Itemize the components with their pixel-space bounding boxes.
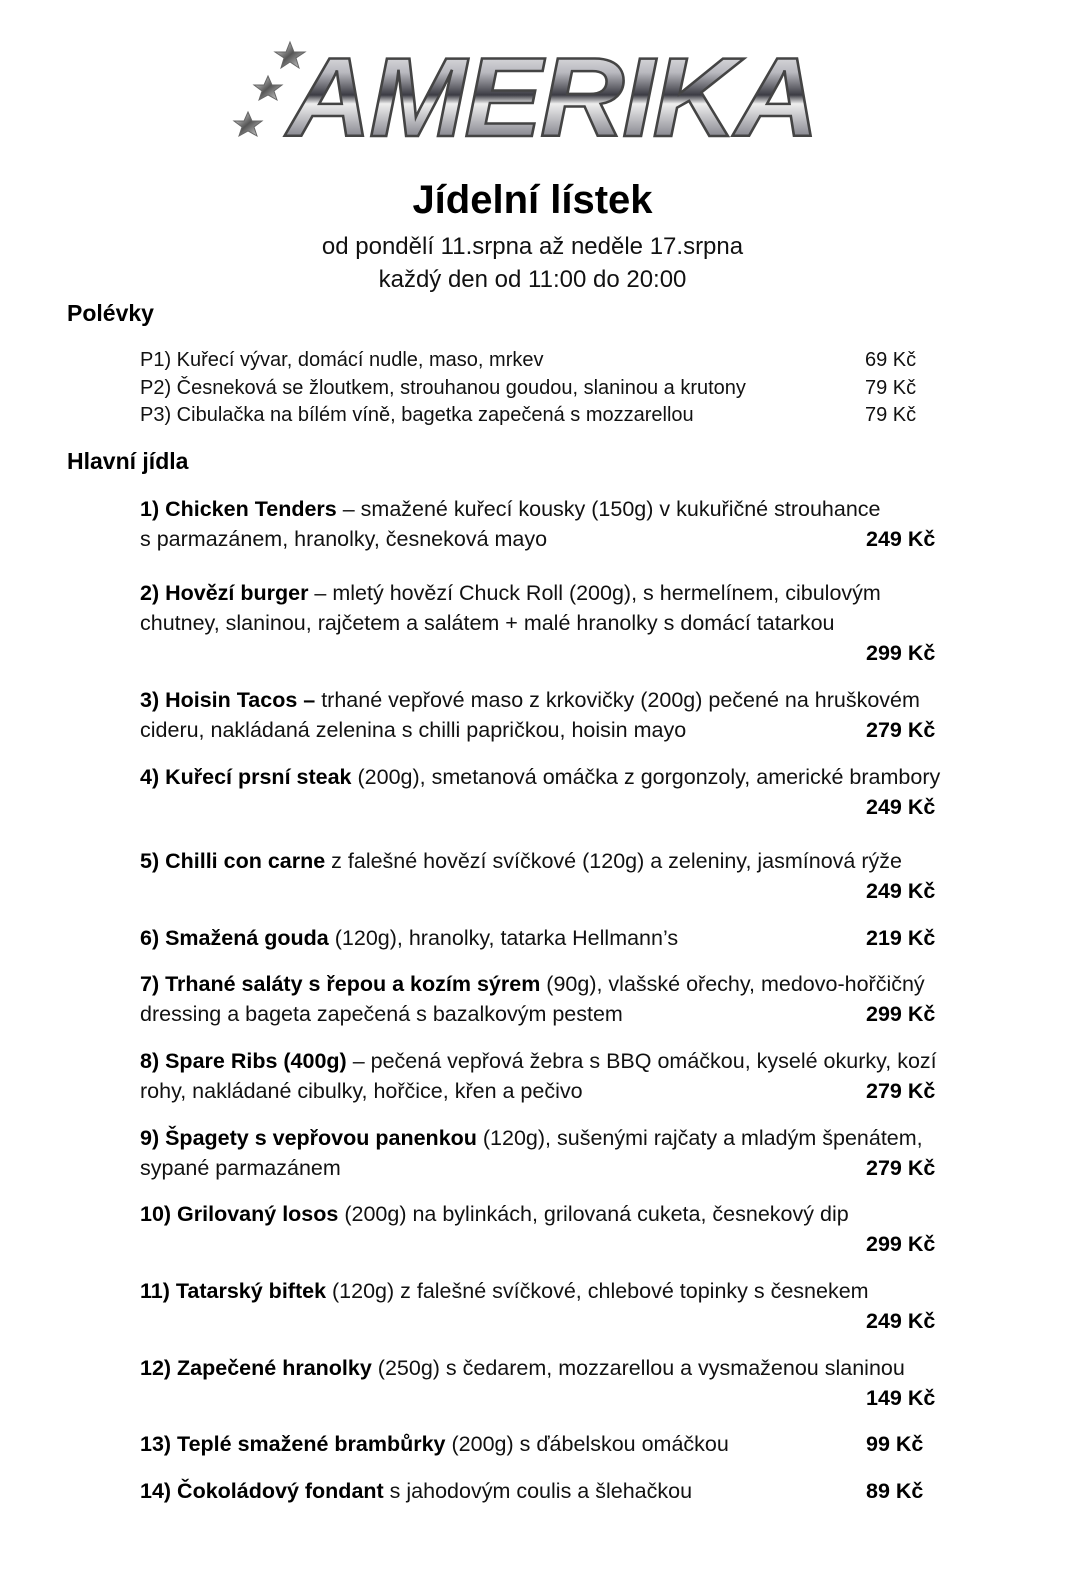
menu-item-price: 279 Kč — [866, 718, 936, 742]
menu-item — [140, 846, 990, 906]
menu-item — [140, 1046, 990, 1106]
soups-heading: Polévky — [67, 300, 154, 326]
soup-item-text: P2) Česneková se žloutkem, strouhanou goudou, slaninou a krutony — [140, 377, 746, 399]
menu-item-description: (120g) z falešné svíčkové, chlebové topinky s česnekem — [326, 1279, 869, 1303]
menu-item-price: 279 Kč — [866, 1079, 936, 1103]
menu-item-price: 299 Kč — [866, 1232, 936, 1256]
menu-item-description: z falešné hovězí svíčkové (120g) a zeleniny, jasmínová rýže — [325, 849, 902, 873]
date-range: od pondělí 11.srpna až neděle 17.srpna — [321, 233, 744, 260]
menu-item — [140, 578, 990, 668]
menu-item-description: (250g) s čedarem, mozzarellou a vysmaženou slaninou — [371, 1356, 905, 1380]
soup-item — [140, 374, 930, 402]
menu-item-price: 89 Kč — [866, 1479, 924, 1503]
opening-hours: každý den od 11:00 do 20:00 — [378, 266, 687, 293]
menu-item-description-cont: chutney, slaninou, rajčetem a salátem + malé hranolky s domácí tatarkou — [140, 611, 835, 635]
menu-item-price: 249 Kč — [866, 527, 936, 551]
menu-item-description: – mletý hovězí Chuck Roll (200g), s hermelínem, cibulovým — [308, 581, 881, 605]
menu-item — [140, 923, 990, 953]
menu-item-price: 279 Kč — [866, 1156, 936, 1180]
menu-item-name: 10) Grilovaný losos — [140, 1202, 339, 1226]
menu-item-name: 1) Chicken Tenders — [140, 497, 337, 521]
menu-item-name: 9) Špagety s vepřovou panenkou — [140, 1126, 477, 1150]
menu-item — [140, 1123, 990, 1183]
menu-item-name: 13) Teplé smažené brambůrky — [140, 1432, 446, 1456]
menu-item-price: 299 Kč — [866, 641, 936, 665]
menu-item-name: 4) Kuřecí prsní steak — [140, 765, 352, 789]
page-title: Jídelní lístek — [412, 178, 653, 222]
amerika-logo — [232, 28, 822, 148]
menu-item-description: – smažené kuřecí kousky (150g) v kukuřičné strouhance — [336, 497, 881, 521]
menu-item-description-cont: rohy, nakládané cibulky, hořčice, křen a pečivo — [140, 1079, 583, 1103]
soup-item-price: 69 Kč — [865, 349, 917, 371]
menu-item-price: 249 Kč — [866, 1309, 936, 1333]
menu-item-description: (120g), sušenými rajčaty a mladým špenátem, — [476, 1126, 923, 1150]
menu-item-price: 249 Kč — [866, 795, 936, 819]
menu-item — [140, 1199, 990, 1259]
menu-item-description: (200g), smetanová omáčka z gorgonzoly, americké brambory — [351, 765, 941, 789]
menu-item — [140, 1353, 990, 1413]
soup-item — [140, 346, 930, 374]
menu-item-name: 14) Čokoládový fondant — [140, 1479, 384, 1503]
menu-item-price: 219 Kč — [866, 926, 936, 950]
menu-item-name: 8) Spare Ribs (400g) — [140, 1049, 347, 1073]
menu-item-name: 7) Trhané saláty s řepou a kozím sýrem — [140, 972, 541, 996]
menu-item-name: 12) Zapečené hranolky — [140, 1356, 372, 1380]
menu-item — [140, 1476, 990, 1506]
soup-item-price: 79 Kč — [865, 377, 917, 399]
menu-item-price: 149 Kč — [866, 1386, 936, 1410]
menu-item — [140, 685, 990, 745]
menu-item-description: s jahodovým coulis a šlehačkou — [383, 1479, 693, 1503]
menu-item — [140, 494, 990, 554]
menu-item-price: 249 Kč — [866, 879, 936, 903]
menu-item-name: 2) Hovězí burger — [140, 581, 309, 605]
menu-item — [140, 762, 990, 822]
menu-item-name: 3) Hoisin Tacos – — [140, 688, 316, 712]
menu-item-description: trhané vepřové maso z krkovičky (200g) pečené na hruškovém — [315, 688, 920, 712]
menu-item — [140, 1276, 990, 1336]
menu-item — [140, 1429, 990, 1459]
menu-item-description-cont: cideru, nakládaná zelenina s chilli papričkou, hoisin mayo — [140, 718, 687, 742]
soup-item-text: P1) Kuřecí vývar, domácí nudle, maso, mrkev — [140, 349, 544, 371]
menu-item-description-cont: sypané parmazánem — [140, 1156, 341, 1180]
star-icon — [234, 112, 262, 136]
menu-item-description: (90g), vlašské ořechy, medovo-hořčičný — [540, 972, 925, 996]
menu-item-name: 6) Smažená gouda — [140, 926, 329, 950]
menu-item-description: – pečená vepřová žebra s BBQ omáčkou, kyselé okurky, kozí — [346, 1049, 937, 1073]
menu-item-description: (120g), hranolky, tatarka Hellmann’s — [328, 926, 679, 950]
menu-item-description-cont: s parmazánem, hranolky, česneková mayo — [140, 527, 548, 551]
star-icon — [254, 76, 282, 100]
menu-item-price: 299 Kč — [866, 1002, 936, 1026]
menu-item — [140, 969, 990, 1029]
menu-item-name: 11) Tatarský biftek — [140, 1279, 327, 1303]
soup-item-price: 79 Kč — [865, 404, 917, 426]
menu-item-name: 5) Chilli con carne — [140, 849, 326, 873]
menu-item-description-cont: dressing a bageta zapečená s bazalkovým pestem — [140, 1002, 623, 1026]
soup-item-text: P3) Cibulačka na bílém víně, bagetka zapečená s mozzarellou — [140, 404, 694, 426]
menu-item-price: 99 Kč — [866, 1432, 924, 1456]
menu-item-description: (200g) s ďábelskou omáčkou — [445, 1432, 729, 1456]
menu-item-description: (200g) na bylinkách, grilovaná cuketa, česnekový dip — [338, 1202, 849, 1226]
soup-item — [140, 401, 930, 429]
logo-text: AMERIKA — [283, 35, 817, 148]
mains-heading: Hlavní jídla — [67, 448, 189, 474]
